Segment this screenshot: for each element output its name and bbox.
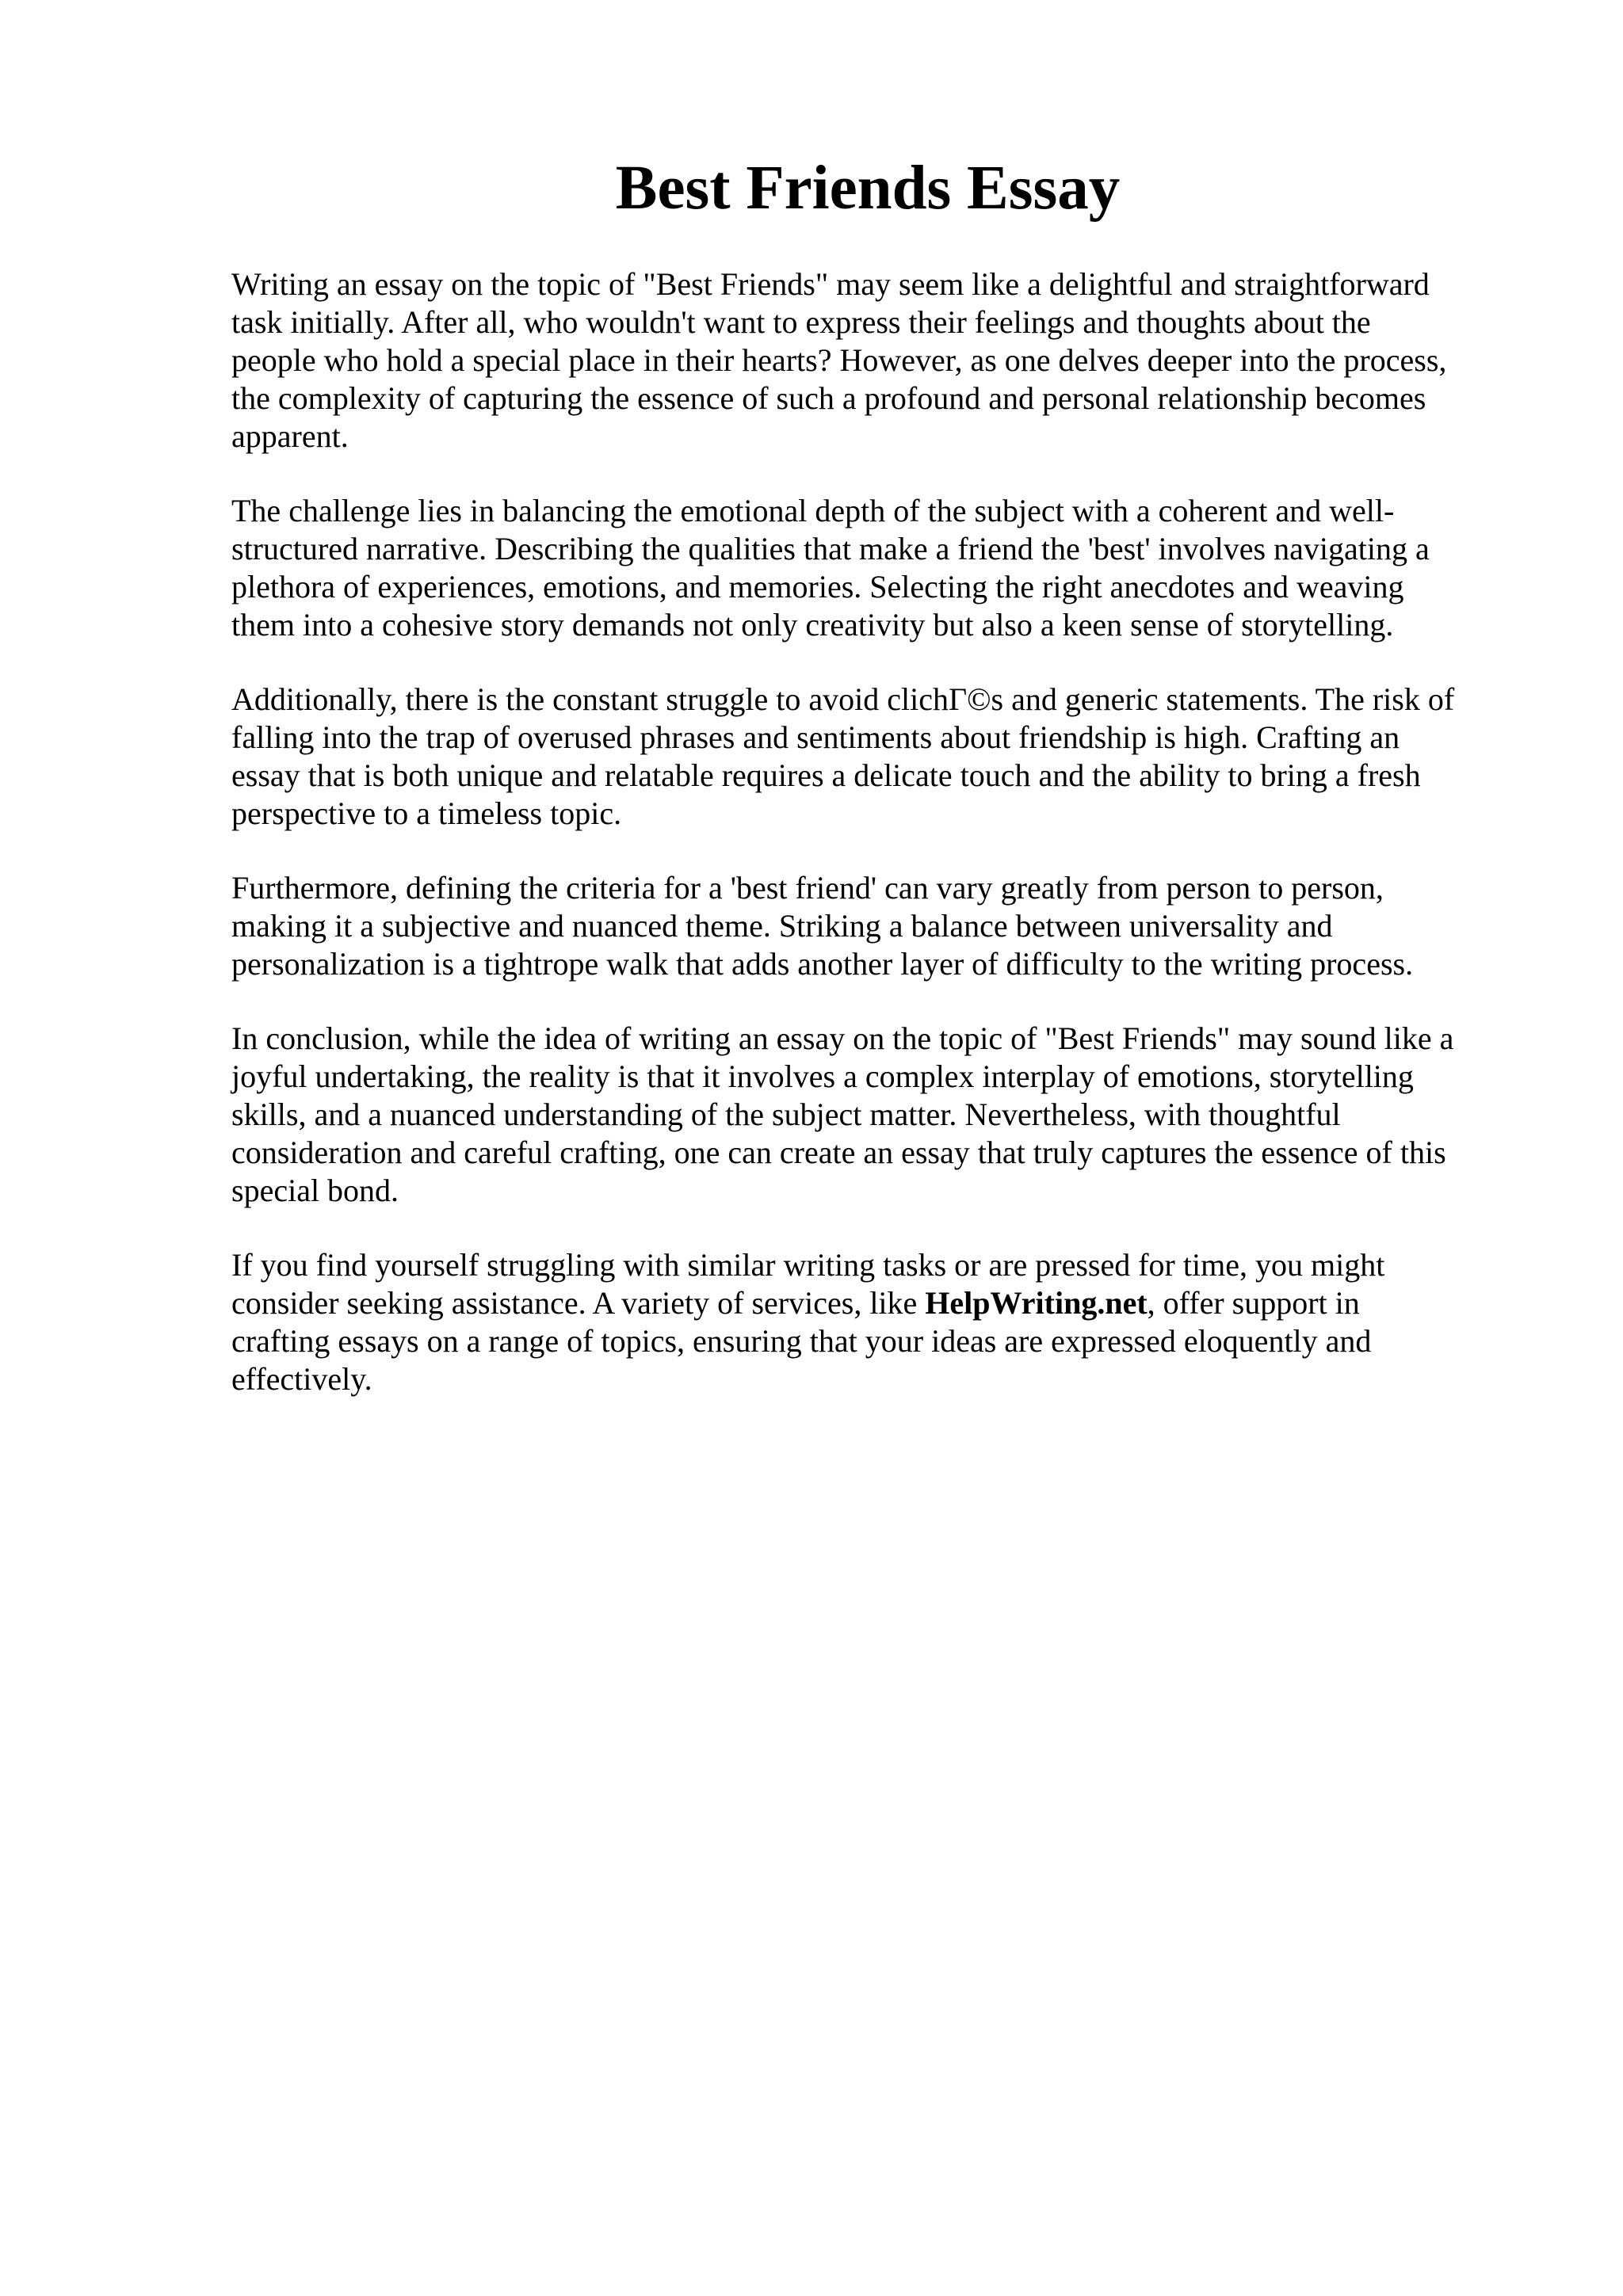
- text-line: personalization is a tightrope walk that adds another layer of difficulty to the writing process.: [231, 946, 1414, 982]
- paragraph-conclusion: [231, 1020, 1515, 1210]
- text-line: essay that is both unique and relatable requires a delicate touch and the ability to bring a fresh: [231, 757, 1421, 793]
- page-title: Best Friends Essay: [615, 154, 1121, 223]
- text-segment: , offer support in: [1147, 1285, 1360, 1321]
- text-line: If you find yourself struggling with similar writing tasks or are pressed for time, you might: [231, 1247, 1385, 1283]
- text-line: plethora of experiences, emotions, and memories. Selecting the right anecdotes and weaving: [231, 569, 1404, 605]
- text-line: structured narrative. Describing the qualities that make a friend the 'best' involves navigating a: [231, 531, 1430, 566]
- brand-name: HelpWriting.net: [925, 1285, 1148, 1321]
- text-line: Additionally, there is the constant struggle to avoid clichГ©s and generic statements. The risk of: [231, 681, 1455, 717]
- text-line: crafting essays on a range of topics, ensuring that your ideas are expressed eloquently and: [231, 1323, 1372, 1359]
- text-line: perspective to a timeless topic.: [231, 795, 622, 831]
- text-line: In conclusion, while the idea of writing an essay on the topic of "Best Friends" may sound like a: [231, 1020, 1454, 1056]
- paragraph-intro: [231, 265, 1515, 456]
- text-line: them into a cohesive story demands not only creativity but also a keen sense of storytelling.: [231, 607, 1394, 643]
- text-line: joyful undertaking, the reality is that it involves a complex interplay of emotions, storytelling: [231, 1058, 1414, 1094]
- text-segment: consider seeking assistance. A variety of services, like: [231, 1285, 926, 1321]
- text-line: consideration and careful crafting, one can create an essay that truly captures the essence of this: [231, 1135, 1446, 1170]
- text-line: [231, 1284, 1515, 1322]
- paragraph-challenge: [231, 492, 1515, 644]
- text-line: making it a subjective and nuanced theme. Striking a balance between universality and: [231, 908, 1333, 944]
- paragraph-cliches: [231, 681, 1515, 833]
- text-line: the complexity of capturing the essence of such a profound and personal relationship becomes: [231, 380, 1426, 416]
- text-line: special bond.: [231, 1173, 399, 1208]
- text-line: skills, and a nuanced understanding of the subject matter. Nevertheless, with thoughtful: [231, 1097, 1341, 1132]
- text-line: Writing an essay on the topic of "Best Friends" may seem like a delightful and straightforward: [231, 266, 1430, 302]
- text-line: effectively.: [231, 1361, 372, 1397]
- paragraph-closing: [231, 1246, 1515, 1398]
- essay-body: [231, 265, 1515, 1435]
- text-line: people who hold a special place in their hearts? However, as one delves deeper into the process,: [231, 342, 1447, 378]
- text-line: falling into the trap of overused phrases and sentiments about friendship is high. Crafting an: [231, 719, 1400, 755]
- paragraph-criteria: [231, 869, 1515, 983]
- text-line: The challenge lies in balancing the emotional depth of the subject with a coherent and well-: [231, 493, 1395, 528]
- text-line: task initially. After all, who wouldn't want to express their feelings and thoughts about the: [231, 304, 1371, 340]
- text-line: Furthermore, defining the criteria for a 'best friend' can vary greatly from person to person,: [231, 870, 1384, 906]
- text-line: apparent.: [231, 418, 349, 454]
